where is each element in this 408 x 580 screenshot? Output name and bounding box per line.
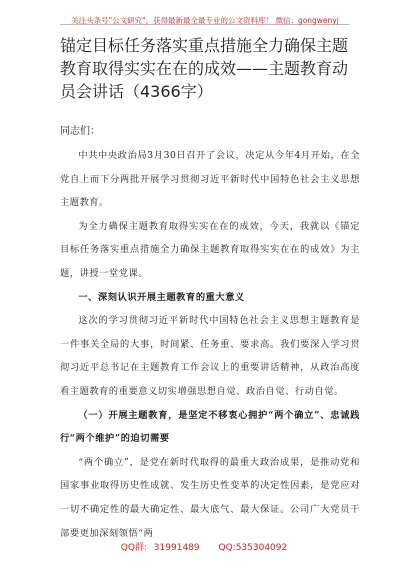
paragraph: “两个确立”，是党在新时代取得的最重大政治成果，是推动党和国家事业取得历史性成就、发生历史性变革的决定性因素，是党应对一切不确定性的最大确定性、最大底气、最大保证。公司广大党员干部要更加深刻领悟“两	[60, 456, 360, 539]
page-footer	[0, 540, 408, 553]
document-body	[60, 144, 360, 545]
footer-qq-group: QQ群: 31991489	[120, 543, 200, 553]
paragraph: 为全力确保主题教育取得实实在在的成效，今天，我就以《锚定目标任务落实重点措施全力确保主题教育取得实实在在的成效》为主题，讲授一堂党课。	[60, 220, 360, 279]
paragraph: 这次的学习贯彻习近平新时代中国特色社会主义思想主题教育是一件事关全局的大事，时间紧、任务重、要求高。我们要深入学习贯彻习近平总书记在主题教育工作会议上的重要讲话精神，从政治高度看主题教育的重要意义切实增强思想自觉、政治自觉、行动自觉。	[60, 315, 360, 397]
page-header	[60, 8, 350, 25]
document-title: 锚定目标任务落实重点措施全力确保主题教育取得实实在在的成效——主题教育动员会讲话（4366字）	[60, 36, 349, 101]
paragraph: 中共中央政治局3月30日召开了会议，决定从今年4月开始，在全党自上而下分两批开展学习贯彻习近平新时代中国特色社会主义思想主题教育。	[60, 150, 360, 209]
greeting: 同志们：	[60, 126, 100, 137]
section-heading: 一、深刻认识开展主题教育的重大意义	[78, 291, 245, 303]
header-promo-text: 关注头条号"公文研究"，获得最新最全最专业的公文资料库！ 微信：gongwenyj	[71, 16, 339, 25]
footer-qq: QQ:535304092	[218, 543, 288, 553]
subsection-heading: （一）开展主题教育，是坚定不移衷心拥护“两个确立”、忠诚践行“两个维护”的迫切需要	[60, 409, 360, 445]
